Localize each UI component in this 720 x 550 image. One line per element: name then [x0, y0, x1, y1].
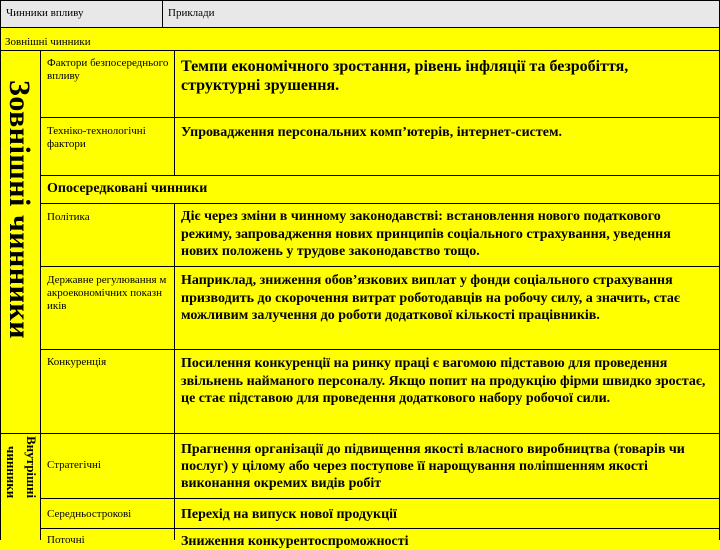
grid-line — [40, 50, 41, 540]
label-tech-factors: Техніко-технологічні фактори — [47, 125, 146, 150]
grid-line — [162, 0, 163, 27]
vertical-label-external: Зовнішні чинники — [3, 80, 36, 339]
grid-line — [174, 203, 175, 540]
subsection-title-indirect: Опосередковані чинники — [47, 181, 208, 196]
text-policy: Діє через зміни в чинному законодавстві: встановлення нового податкового режиму, запровадження нових принципів соціального страхування, уведення нових положень у трудове законодавство тощо. — [181, 209, 671, 259]
label-policy: Політика — [47, 211, 90, 223]
grid-line — [40, 266, 720, 267]
text-tech-factors: Упровадження персональних комп’ютерів, інтернет-систем. — [181, 125, 563, 140]
label-state-regulation: Державне регулювання макроекономічних показників — [47, 274, 167, 312]
text-state-regulation: Наприклад, зниження обов’язкових виплат у фонди соціального страхування призводить до скорочення витрат роботодавців на робочу силу, а значить, стає можливим залучення до роботи додаткової кількості працівників. — [181, 273, 680, 323]
label-competition: Конкуренція — [47, 356, 107, 368]
section-title-external: Зовнішні чинники — [5, 36, 91, 48]
vertical-label-internal-2: чинники — [4, 446, 19, 499]
grid-line — [0, 0, 720, 1]
grid-line — [40, 175, 720, 176]
grid-line — [0, 27, 720, 28]
text-current: Зниження конкурентоспроможності — [181, 534, 409, 549]
grid-line — [174, 50, 175, 175]
text-midterm: Перехід на випуск нової продукції — [181, 507, 397, 522]
label-current: Поточні — [47, 534, 85, 546]
label-strategic: Стратегічні — [47, 459, 101, 471]
grid-line — [0, 433, 720, 434]
header-factors: Чинники впливу — [6, 7, 84, 19]
text-strategic: Прагнення організації до підвищення якості власного виробництва (товарів чи послуг) у цілому або через поступове її нарощування поліпшенням якості виконання окремих видів робіт — [181, 442, 685, 491]
vertical-label-internal-1: Внутрішні — [24, 436, 39, 499]
grid-line — [40, 349, 720, 350]
grid-line — [40, 203, 720, 204]
text-competition: Посилення конкуренції на ринку праці є вагомою підставою для проведення звільнень найманого персоналу. Якщо попит на продукцію фірми швидко зростає, це стає підставою для проведення додаткового набору робочої сили. — [181, 356, 706, 406]
grid-line — [40, 117, 720, 118]
label-direct-factors: Фактори безпосереднього впливу — [47, 57, 169, 82]
grid-line — [0, 50, 720, 51]
header-examples: Приклади — [168, 7, 215, 19]
grid-line — [0, 0, 1, 540]
grid-line — [40, 528, 720, 529]
label-midterm: Середньострокові — [47, 508, 132, 520]
grid-line — [40, 498, 720, 499]
table-header — [0, 0, 720, 27]
text-direct-factors: Темпи економічного зростання, рівень інфляції та безробіття, структурні зрушення. — [181, 58, 629, 94]
